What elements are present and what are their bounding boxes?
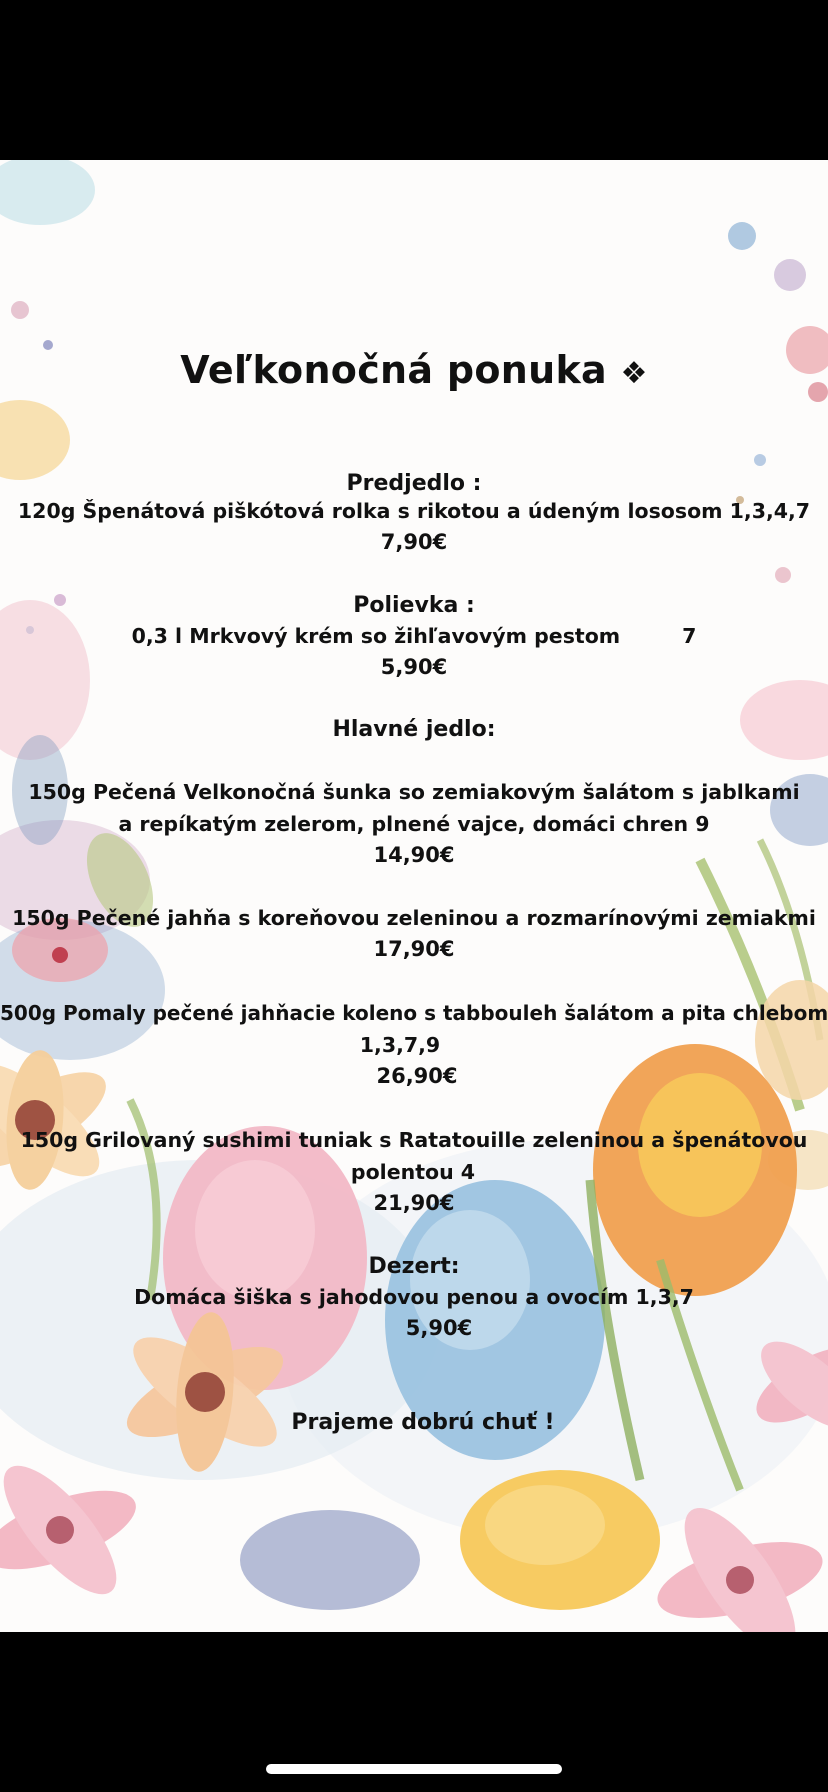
starter-price: 7,90€ xyxy=(380,530,448,554)
dessert-price: 5,90€ xyxy=(405,1316,473,1340)
main-heading: Hlavné jedlo: xyxy=(332,717,496,742)
main-1-price: 14,90€ xyxy=(373,843,455,867)
home-indicator[interactable] xyxy=(266,1764,562,1774)
closing-wish: Prajeme dobrú chuť ! xyxy=(291,1410,555,1435)
menu-title-text: Veľkonočná ponuka xyxy=(180,348,607,392)
main-4-line2: polentou 4 xyxy=(350,1160,476,1184)
main-4-line1: 150g Grilovaný sushimi tuniak s Ratatouille zeleninou a špenátovou xyxy=(20,1128,808,1152)
main-2-line1: 150g Pečené jahňa s koreňovou zeleninou a rozmarínovými zemiakmi xyxy=(12,906,816,930)
menu-title xyxy=(0,348,828,392)
soup-dish-text: 0,3 l Mrkvový krém so žihľavovým pestom xyxy=(131,624,621,648)
soup-heading: Polievka : xyxy=(353,593,475,618)
diamond-icon: ❖ xyxy=(620,356,648,391)
soup-allergens: 7 xyxy=(682,624,697,648)
starter-heading: Predjedlo : xyxy=(346,471,482,496)
dessert-dish: Domáca šiška s jahodovou penou a ovocím 1,3,7 xyxy=(134,1285,694,1309)
main-1-line1: 150g Pečená Velkonočná šunka so zemiakovým šalátom s jablkami xyxy=(28,780,800,804)
soup-dish xyxy=(0,624,828,648)
starter-dish: 120g Špenátová piškótová rolka s rikotou a údeným lososom 1,3,4,7 xyxy=(17,499,811,523)
main-3-price: 26,90€ xyxy=(376,1064,458,1088)
menu-content xyxy=(0,160,828,1632)
main-4-price: 21,90€ xyxy=(373,1191,455,1215)
main-2-price: 17,90€ xyxy=(373,937,455,961)
dessert-heading: Dezert: xyxy=(368,1254,460,1279)
main-3-line2: 1,3,7,9 xyxy=(359,1033,441,1057)
menu-poster xyxy=(0,160,828,1632)
main-1-line2: a repíkatým zelerom, plnené vajce, domáci chren 9 xyxy=(118,812,710,836)
soup-price: 5,90€ xyxy=(380,655,448,679)
main-3-line1: 500g Pomaly pečené jahňacie koleno s tabbouleh šalátom a pita chlebom xyxy=(0,1001,828,1025)
